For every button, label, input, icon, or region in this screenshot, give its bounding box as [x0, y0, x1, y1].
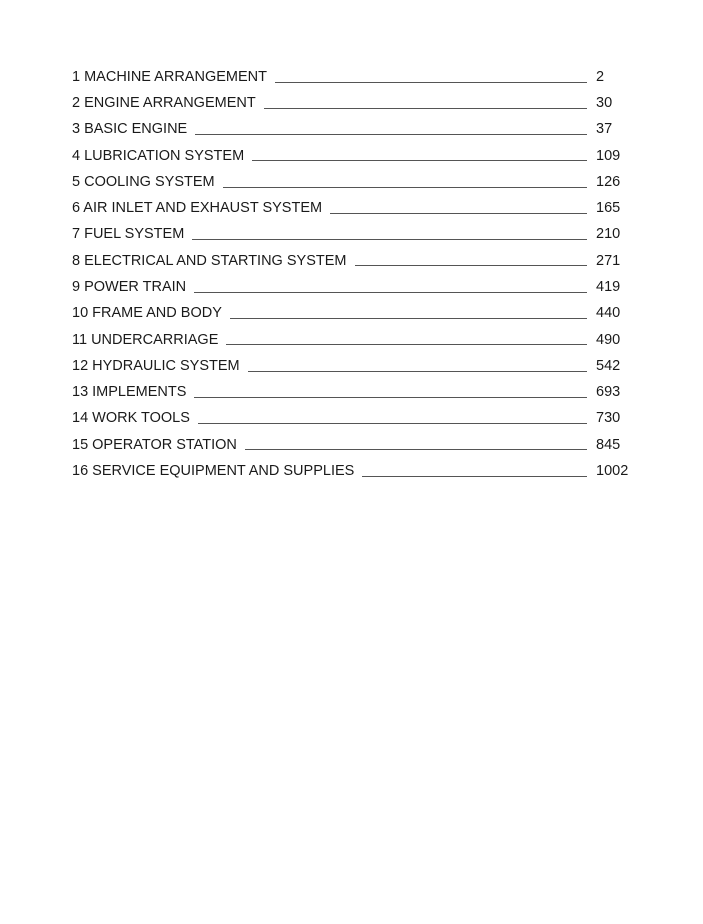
toc-entry[interactable]	[72, 117, 632, 143]
toc-entry[interactable]	[72, 169, 632, 195]
toc-entry[interactable]	[72, 195, 632, 221]
toc-entry-title: 2 ENGINE ARRANGEMENT	[72, 95, 256, 112]
toc-leader-line	[264, 108, 587, 109]
toc-entry-title: 13 IMPLEMENTS	[72, 384, 187, 401]
toc-entry-page: 109	[596, 147, 621, 164]
toc-entry-title: 12 HYDRAULIC SYSTEM	[72, 357, 240, 374]
toc-entry-page: 30	[596, 95, 613, 112]
toc-entry-title: 8 ELECTRICAL AND STARTING SYSTEM	[72, 252, 347, 269]
toc-entry-page: 730	[596, 410, 621, 427]
toc-entry-title: 5 COOLING SYSTEM	[72, 173, 215, 190]
toc-entry[interactable]	[72, 432, 632, 458]
toc-leader-line	[230, 318, 587, 319]
toc-leader-line	[330, 213, 587, 214]
toc-entry[interactable]	[72, 353, 632, 379]
toc-entry-title: 9 POWER TRAIN	[72, 279, 187, 295]
toc-leader-line	[223, 187, 587, 188]
toc-entry[interactable]	[72, 222, 632, 248]
toc-entry-title: 6 AIR INLET AND EXHAUST SYSTEM	[72, 200, 323, 217]
toc-leader-line	[245, 449, 587, 450]
toc-entry[interactable]	[72, 327, 632, 353]
toc-leader-line	[192, 239, 587, 240]
toc-entry-page: 2	[596, 68, 605, 85]
toc-entry-title: 16 SERVICE EQUIPMENT AND SUPPLIES	[72, 462, 355, 479]
toc-leader-line	[195, 134, 587, 135]
toc-entry-title: 11 UNDERCARRIAGE	[72, 331, 219, 348]
toc-entry[interactable]	[72, 64, 632, 90]
toc-entry-page: 419	[596, 279, 621, 295]
toc-entry-title: 14 WORK TOOLS	[72, 410, 190, 427]
table-of-contents	[72, 64, 632, 484]
toc-entry-title: 4 LUBRICATION SYSTEM	[72, 147, 245, 164]
toc-leader-line	[355, 265, 588, 266]
toc-entry[interactable]	[72, 379, 632, 405]
toc-leader-line	[275, 82, 587, 83]
toc-entry-title: 1 MACHINE ARRANGEMENT	[72, 68, 267, 85]
toc-entry-page: 165	[596, 200, 621, 217]
toc-entry-title: 3 BASIC ENGINE	[72, 121, 188, 138]
toc-entry[interactable]	[72, 143, 632, 169]
toc-leader-line	[198, 423, 587, 424]
toc-leader-line	[194, 292, 587, 293]
toc-entry-title: 7 FUEL SYSTEM	[72, 226, 185, 243]
toc-entry[interactable]	[72, 274, 632, 300]
toc-entry[interactable]	[72, 300, 632, 326]
toc-entry[interactable]	[72, 248, 632, 274]
toc-entry-page: 126	[596, 173, 621, 190]
toc-leader-line	[252, 160, 587, 161]
toc-entry-page: 845	[596, 436, 621, 453]
toc-entry[interactable]	[72, 458, 632, 484]
toc-entry[interactable]	[72, 405, 632, 431]
toc-entry-page: 440	[596, 305, 621, 322]
toc-leader-line	[226, 344, 587, 345]
toc-leader-line	[248, 371, 587, 372]
toc-entry[interactable]	[72, 90, 632, 116]
toc-leader-line	[362, 476, 587, 477]
toc-entry-page: 693	[596, 384, 621, 401]
toc-entry-page: 210	[596, 226, 621, 243]
toc-entry-page: 271	[596, 252, 621, 269]
toc-entry-title: 10 FRAME AND BODY	[72, 305, 222, 322]
toc-entry-page: 37	[596, 121, 613, 138]
toc-entry-page: 1002	[596, 462, 629, 479]
toc-entry-title: 15 OPERATOR STATION	[72, 436, 237, 453]
toc-entry-page: 542	[596, 357, 621, 374]
toc-leader-line	[194, 397, 587, 398]
toc-entry-page: 490	[596, 331, 621, 348]
